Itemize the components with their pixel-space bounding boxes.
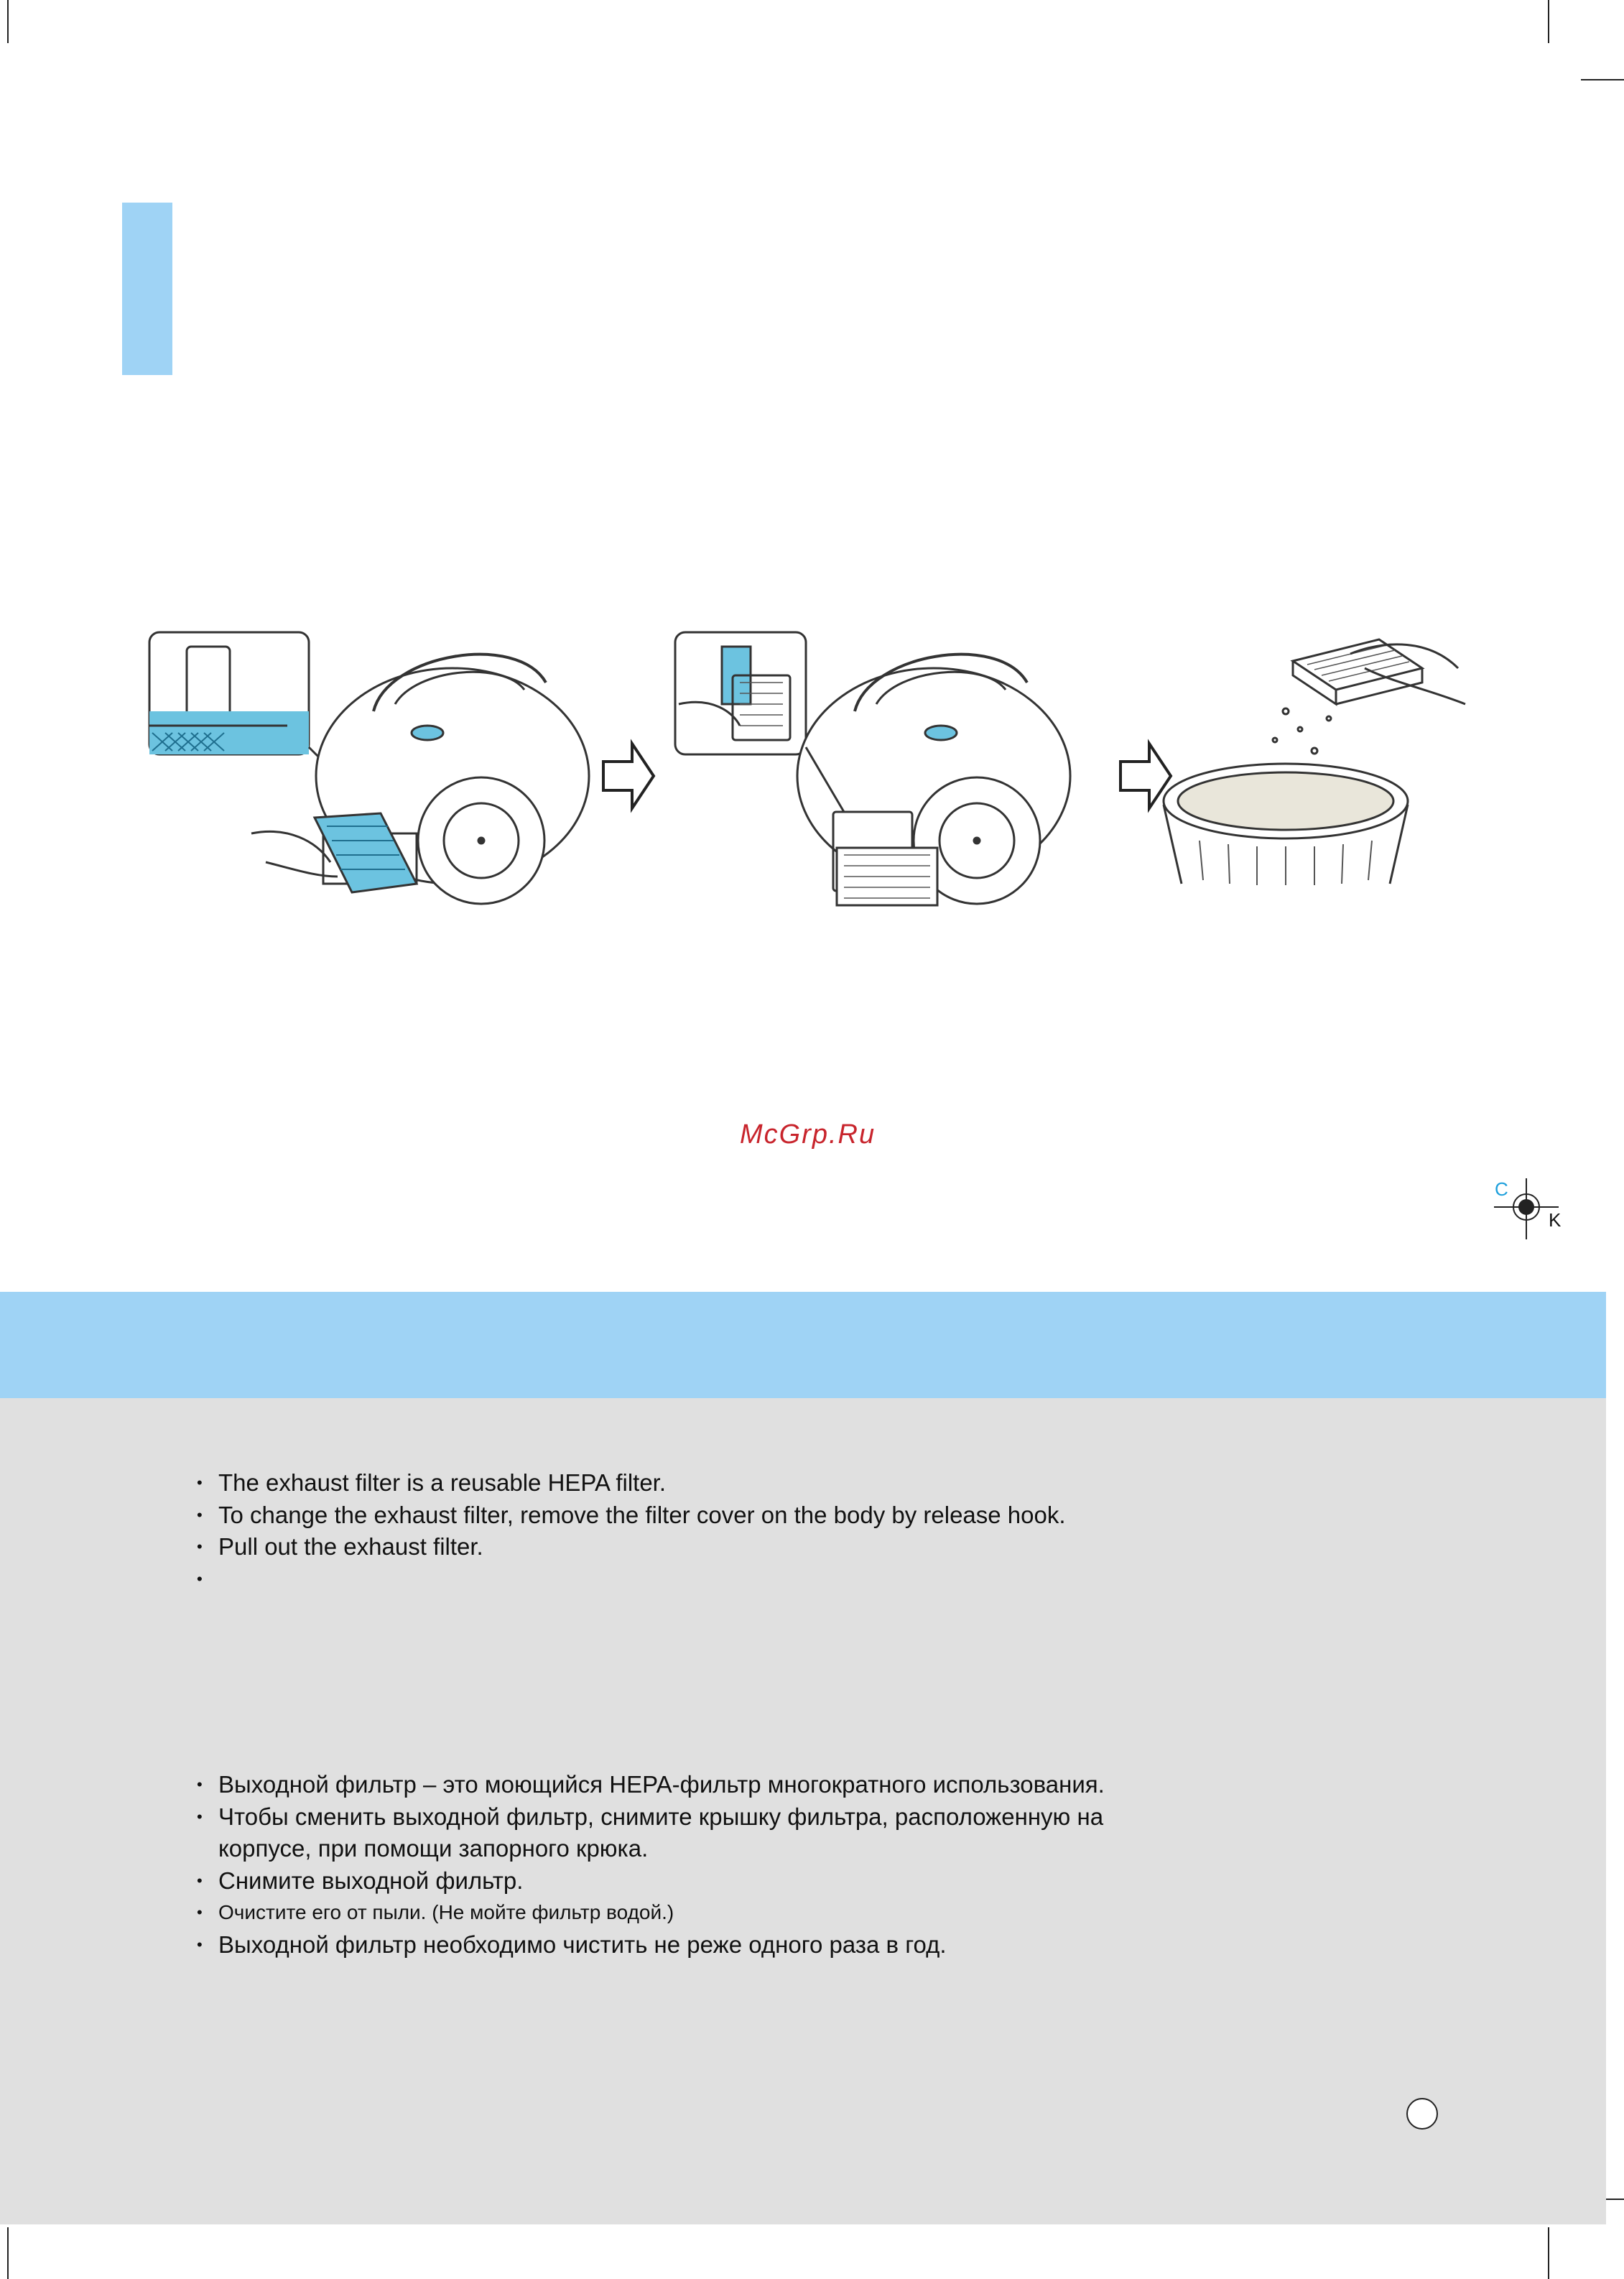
- crop-mark: [1581, 79, 1624, 80]
- list-item: • The exhaust filter is a reusable HEPA filter.: [195, 1467, 1066, 1499]
- registration-mark-icon: [1490, 1178, 1569, 1243]
- registration-k-label: K: [1549, 1209, 1562, 1231]
- list-item: • Выходной фильтр – это моющийся HEPA-фильтр многократного использования.: [195, 1769, 1105, 1801]
- step2-vacuum-illustration: [675, 632, 1070, 905]
- list-item: • Чтобы сменить выходной фильтр, снимите крышку фильтра, расположенную на: [195, 1801, 1105, 1834]
- list-item: корпусе, при помощи запорного крюка.: [218, 1835, 649, 1862]
- registration-c-label: C: [1495, 1178, 1508, 1200]
- list-item: • To change the exhaust filter, remove the filter cover on the body by release hook.: [195, 1499, 1066, 1532]
- watermark: McGrp.Ru: [740, 1119, 876, 1150]
- crop-mark: [1548, 0, 1549, 43]
- list-item: • Очистите его от пыли. (Не мойте фильтр водой.): [195, 1897, 1105, 1929]
- section-header-band: [0, 1292, 1606, 1398]
- crop-mark: [7, 2227, 9, 2279]
- crop-mark: [1548, 2227, 1549, 2279]
- page-number-circle: [1406, 2098, 1438, 2130]
- crop-mark: [7, 0, 9, 43]
- list-item: • Снимите выходной фильтр.: [195, 1865, 1105, 1897]
- instructions-russian: [195, 1769, 1105, 1961]
- section-accent-block: [122, 203, 172, 375]
- step3-trash-bin-illustration: [1164, 639, 1465, 885]
- instructions-english: [195, 1467, 1066, 1563]
- filter-replacement-illustrations: [144, 625, 1508, 912]
- list-item: • Pull out the exhaust filter.: [195, 1531, 1066, 1563]
- list-item: • Выходной фильтр необходимо чистить не реже одного раза в год.: [195, 1929, 1105, 1961]
- step1-vacuum-illustration: [149, 632, 589, 904]
- arrow-right-icon: [603, 744, 654, 808]
